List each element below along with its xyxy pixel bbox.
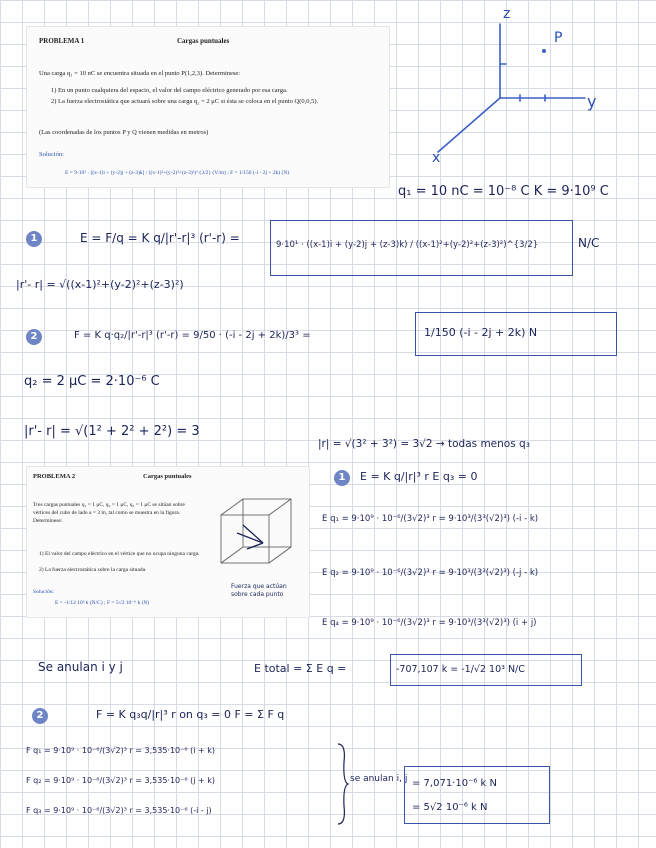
problem-1-item-1: 1) En un punto cualquiera del espacio, el valor del campo eléctrico generado por esa carga. (51, 87, 288, 94)
axes-sketch (420, 6, 650, 176)
problem-1-heading: Cargas puntuales (177, 37, 230, 45)
cube-figure (207, 485, 307, 580)
q2-value: q₂ = 2 μC = 2·10⁻⁶ C (24, 374, 160, 389)
total-field-result: -707,107 k = -1/√2 10³ N/C (396, 664, 525, 675)
problem-2-title: PROBLEMA 2 (33, 473, 76, 480)
cube-figure-note: Fuerza que actúan sobre cada punto (231, 583, 287, 598)
part-2-marker: 2 (26, 329, 42, 345)
problem-1-statement: Una carga q₁ = 10 nC se encuentra situada en el punto P(1,2,3). Determinese: (39, 70, 241, 77)
force-brace (336, 742, 350, 826)
problem-2-item-2: 2) La fuerza electrostática sobre la carga situada. (39, 567, 147, 573)
problem-2-sheet (26, 466, 310, 618)
problem-2-heading: Cargas puntuales (143, 473, 192, 480)
part-1-modulus: |r'- r| = √((x-1)²+(y-2)²+(z-3)²) (16, 278, 184, 291)
problem-1-item-2: 2) La fuerza electrostática que actuará sobre una carga q₂ = 2 μC si ésta se coloca en el punto Q(0,0,5). (51, 98, 319, 105)
force-cancellation-note: se anulan i, j (350, 774, 408, 784)
cancellation-note: Se anulan i y j (38, 660, 123, 674)
part-1-marker: 1 (26, 231, 42, 247)
field-q4: E q₄ = 9·10⁹ · 10⁻⁶/(3√2)³ r = 9·10³/(3³(√2)³) (i + j) (322, 618, 537, 628)
part-3-equation: E = K q/|r|³ r E q₃ = 0 (360, 470, 478, 483)
part-1-result: 9·10¹ · ((x-1)i + (y-2)j + (z-3)k) / ((x-1)²+(y-2)²+(z-3)²)^{3/2} (276, 240, 539, 250)
field-q1: E q₁ = 9·10⁹ · 10⁻⁶/(3√2)³ r = 9·10³/(3³(√2)³) (-i - k) (322, 514, 539, 524)
part-1-units: N/C (578, 236, 600, 250)
part-1-equation: E = F/q = K q/|r'-r|³ (r'-r) = (80, 231, 240, 245)
cube-diagonal-modulus: |r| = √(3² + 3²) = 3√2 → todas menos q₃ (318, 438, 530, 450)
part-3-marker: 1 (334, 470, 350, 486)
part-4-equation: F = K q₃q/|r|³ r on q₃ = 0 F = Σ F q (96, 708, 285, 721)
problem-1-solution: E = 9·10² · [(x-1)i + (y-2)j + (z-3)k] / ((x-1)²+(y-2)²+(z-3)²)^{3/2} (V/m) ; F = 1/150 (-i - 2j + 2k) (N) (65, 170, 290, 176)
problem-1-title: PROBLEMA 1 (39, 37, 85, 45)
field-q2: E q₂ = 9·10⁹ · 10⁻⁶/(3√2)³ r = 9·10³/(3³(√2)³) (-j - k) (322, 568, 539, 578)
total-field-equation: E total = Σ E q = (254, 662, 347, 675)
part-2-result: 1/150 (-i - 2j + 2k) N (424, 326, 538, 339)
point-p-label: P (554, 30, 563, 46)
problem-1-note: (Las coordenadas de los puntos P y Q vienen medidas en metros) (39, 129, 209, 136)
given-data-line: q₁ = 10 nC = 10⁻⁸ C K = 9·10⁹ C (398, 184, 609, 199)
problem-1-solution-label: Solución: (39, 151, 64, 158)
part-2-modulus: |r'- r| = √(1² + 2² + 2²) = 3 (24, 424, 200, 439)
force-result-2: = 5√2 10⁻⁶ k N (412, 802, 488, 813)
force-result-1: = 7,071·10⁻⁶ k N (412, 778, 498, 789)
y-axis-label: y (587, 92, 597, 111)
force-q2: F q₂ = 9·10⁹ · 10⁻⁶/(3√2)³ r = 3,535·10⁻⁶ (j + k) (26, 776, 216, 785)
force-result-box (404, 766, 550, 824)
problem-1-sheet (26, 26, 390, 188)
force-q3: F q₃ = 9·10⁹ · 10⁻⁶/(3√2)³ r = 3,535·10⁻⁶ (-i - j) (26, 806, 212, 815)
problem-2-statement: Tres cargas puntuales q₁ = 1 μC, q₂ = 1 μC, q₃ = 1 μC se sitúan sobre vértices del cubo de lado a = 3 m, tal como se muestra en la figura. Determínese: (33, 502, 185, 524)
x-axis-label: x (432, 150, 441, 166)
force-q1: F q₁ = 9·10⁹ · 10⁻⁶/(3√2)³ r = 3,535·10⁻⁶ (i + k) (26, 746, 216, 755)
part-4-marker: 2 (32, 708, 48, 724)
problem-2-solution: E = -1/12 10³ k (N/C) ; F = 5√2 10⁻⁶ k (N) (55, 600, 150, 606)
part-2-equation: F = K q·q₂/|r'-r|³ (r'-r) = 9/50 · (-i - 2j + 2k)/3³ = (74, 330, 311, 341)
z-axis-label: z (503, 6, 511, 22)
problem-2-item-1: 1) El valor del campo eléctrico en el vértice que no ocupa ninguna carga. (39, 551, 200, 557)
problem-2-solution-label: Solución: (33, 589, 55, 595)
